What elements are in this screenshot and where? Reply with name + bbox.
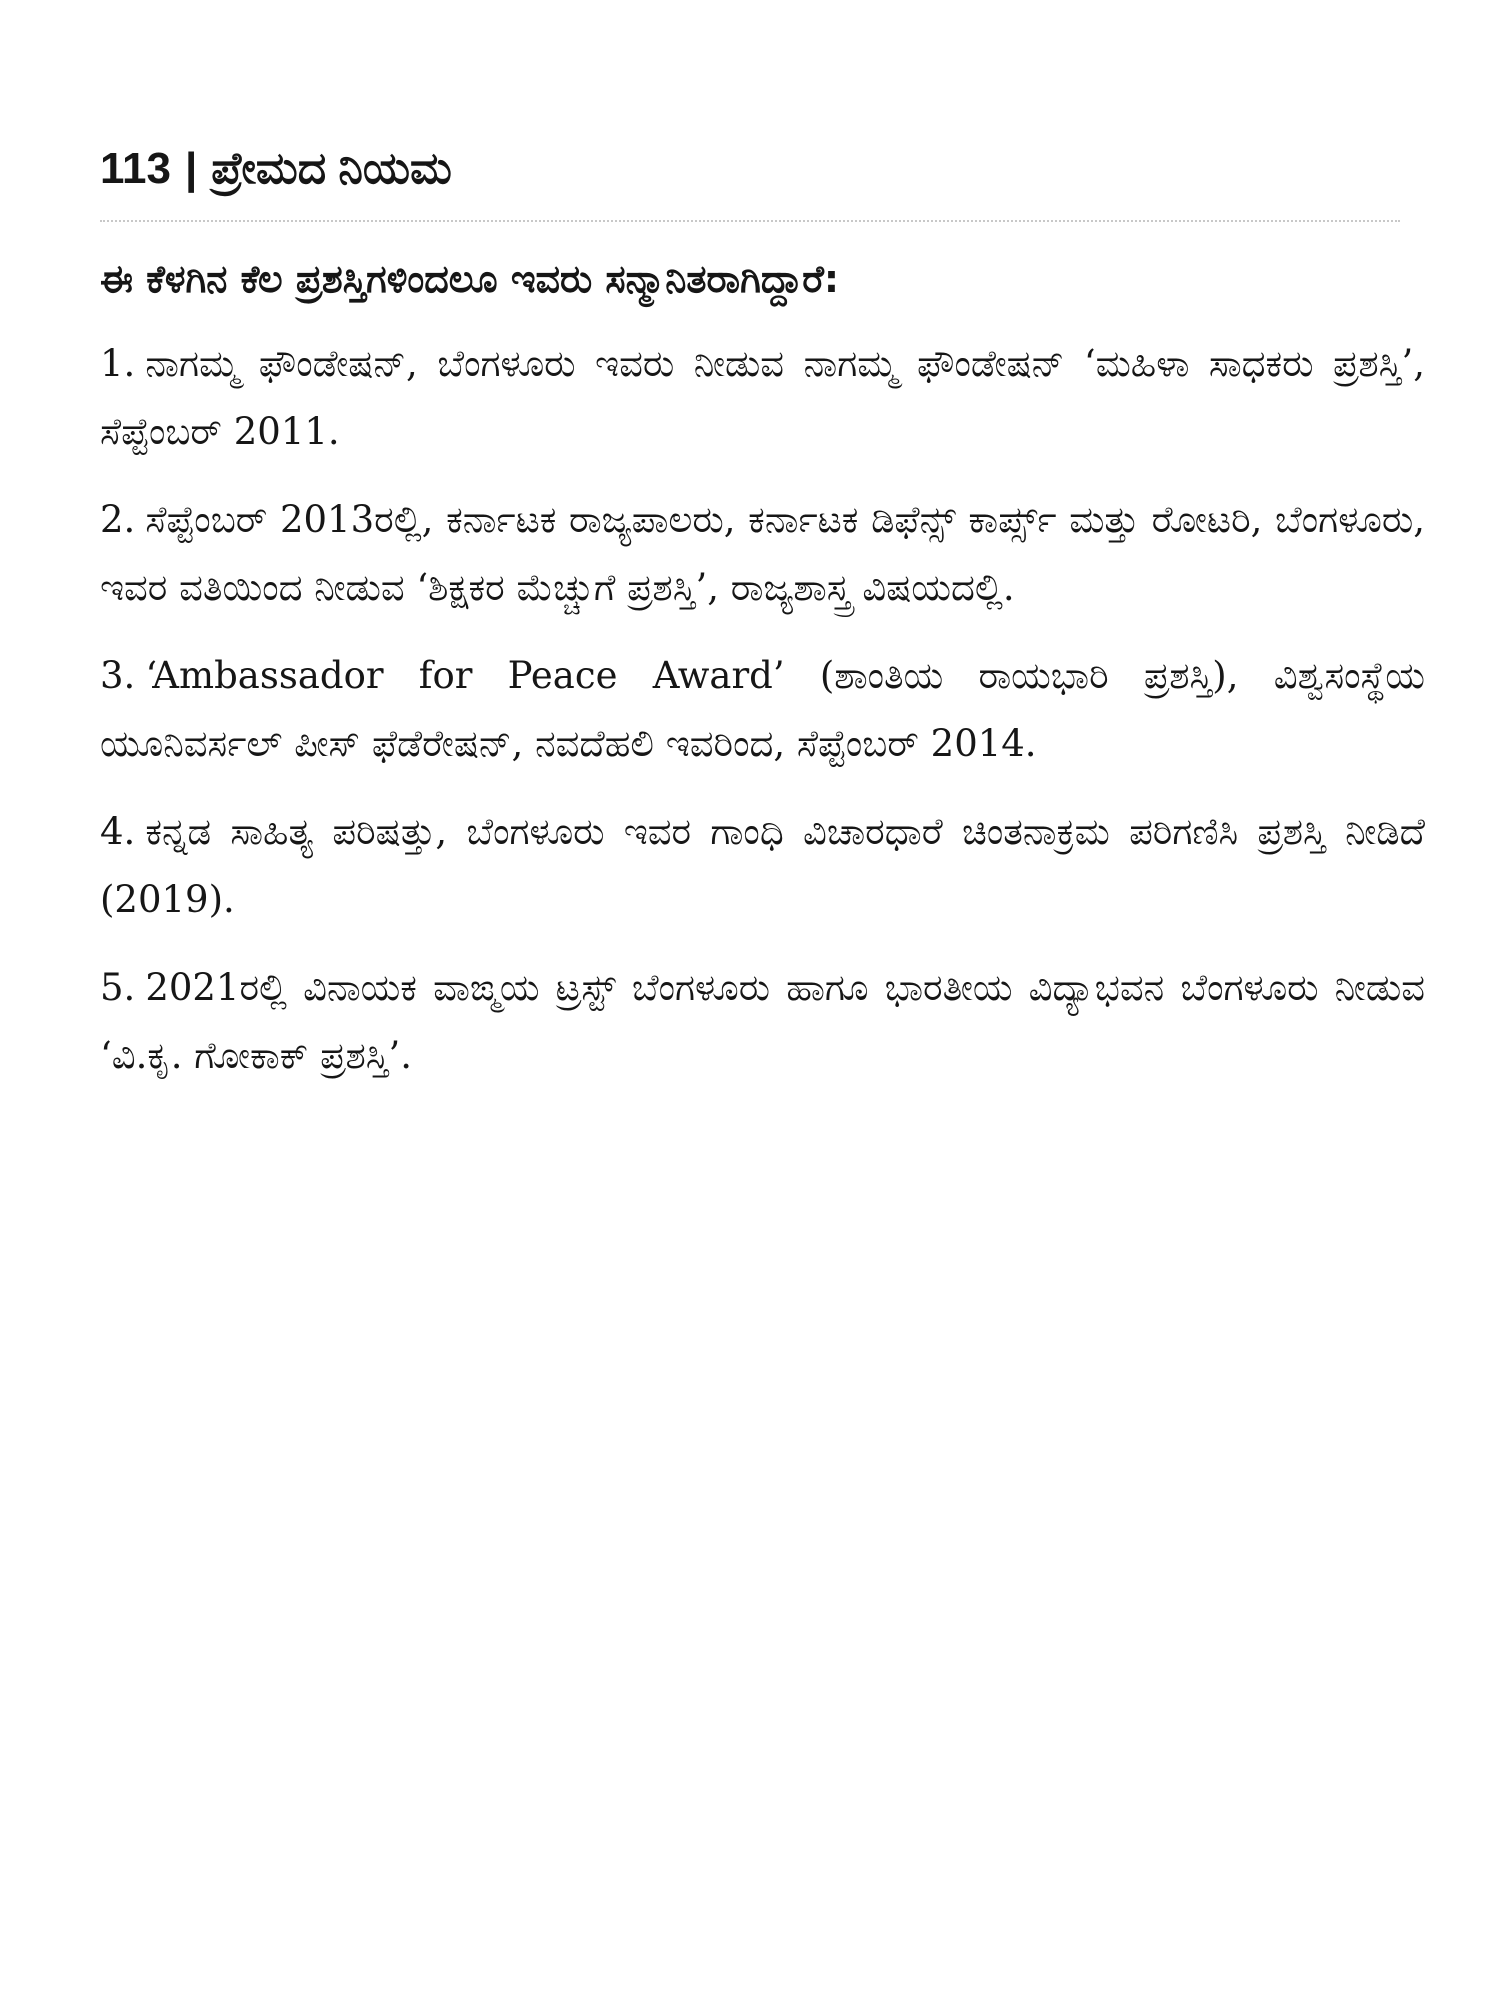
book-title: ಪ್ರೇಮದ ನಿಯಮ bbox=[211, 144, 452, 193]
section-intro: ಈ ಕೆಳಗಿನ ಕೆಲ ಪ್ರಶಸ್ತಿಗಳಿಂದಲೂ ಇವರು ಸನ್ಮಾನಿತರಾಗಿದ್ದಾರೆ: bbox=[100, 257, 840, 301]
award-item bbox=[100, 954, 1425, 1090]
award-text: ಕನ್ನಡ ಸಾಹಿತ್ಯ ಪರಿಷತ್ತು, ಬೆಂಗಳೂರು ಇವರ ಗಾಂಧಿ ವಿಚಾರಧಾರೆ ಚಿಂತನಾಕ್ರಮ ಪರಿಗಣಿಸಿ ಪ್ರಶಸ್ತಿ ನೀಡಿದೆ (2019). bbox=[100, 810, 1425, 921]
award-text: ಸೆಪ್ಟೆಂಬರ್ 2013ರಲ್ಲಿ, ಕರ್ನಾಟಕ ರಾಜ್ಯಪಾಲರು, ಕರ್ನಾಟಕ ಡಿಫೆನ್ಸ್ ಕಾರ್ಪ್ಸ್ ಮತ್ತು ರೋಟರಿ, ಬೆಂಗಳೂರು, ಇವರ ವತಿಯಿಂದ ನೀಡುವ ‘ಶಿಕ್ಷಕರ ಮೆಚ್ಚುಗೆ ಪ್ರಶಸ್ತಿ’, ರಾಜ್ಯಶಾಸ್ತ್ರ ವಿಷಯದಲ್ಲಿ. bbox=[100, 498, 1425, 609]
award-text: 2021ರಲ್ಲಿ ವಿನಾಯಕ ವಾಙ್ಮಯ ಟ್ರಸ್ಟ್ ಬೆಂಗಳೂರು ಹಾಗೂ ಭಾರತೀಯ ವಿದ್ಯಾಭವನ ಬೆಂಗಳೂರು ನೀಡುವ ‘ವಿ.ಕೃ. ಗೋಕಾಕ್ ಪ್ರಶಸ್ತಿ’. bbox=[100, 966, 1425, 1077]
awards-list bbox=[100, 330, 1425, 1110]
header-separator: | bbox=[184, 144, 198, 193]
award-item bbox=[100, 798, 1425, 934]
award-number: 4. bbox=[100, 810, 136, 853]
award-number: 2. bbox=[100, 498, 136, 541]
award-text: ‘Ambassador for Peace Award’ (ಶಾಂತಿಯ ರಾಯಭಾರಿ ಪ್ರಶಸ್ತಿ), ವಿಶ್ವಸಂಸ್ಥೆಯ ಯೂನಿವರ್ಸಲ್ ಪೀಸ್ ಫೆಡೆರೇಷನ್, ನವದೆಹಲಿ ಇವರಿಂದ, ಸೆಪ್ಟೆಂಬರ್ 2014. bbox=[100, 654, 1425, 765]
award-item bbox=[100, 486, 1425, 622]
header-divider bbox=[100, 220, 1400, 222]
page-number: 113 bbox=[100, 144, 171, 193]
award-number: 5. bbox=[100, 966, 136, 1009]
award-text: ನಾಗಮ್ಮ ಫೌಂಡೇಷನ್, ಬೆಂಗಳೂರು ಇವರು ನೀಡುವ ನಾಗಮ್ಮ ಫೌಂಡೇಷನ್ ‘ಮಹಿಳಾ ಸಾಧಕರು ಪ್ರಶಸ್ತಿ’, ಸೆಪ್ಟೆಂಬರ್ 2011. bbox=[100, 342, 1425, 453]
award-number: 3. bbox=[100, 654, 136, 697]
award-number: 1. bbox=[100, 342, 136, 385]
running-header bbox=[100, 134, 452, 204]
award-item bbox=[100, 330, 1425, 466]
award-item bbox=[100, 642, 1425, 778]
